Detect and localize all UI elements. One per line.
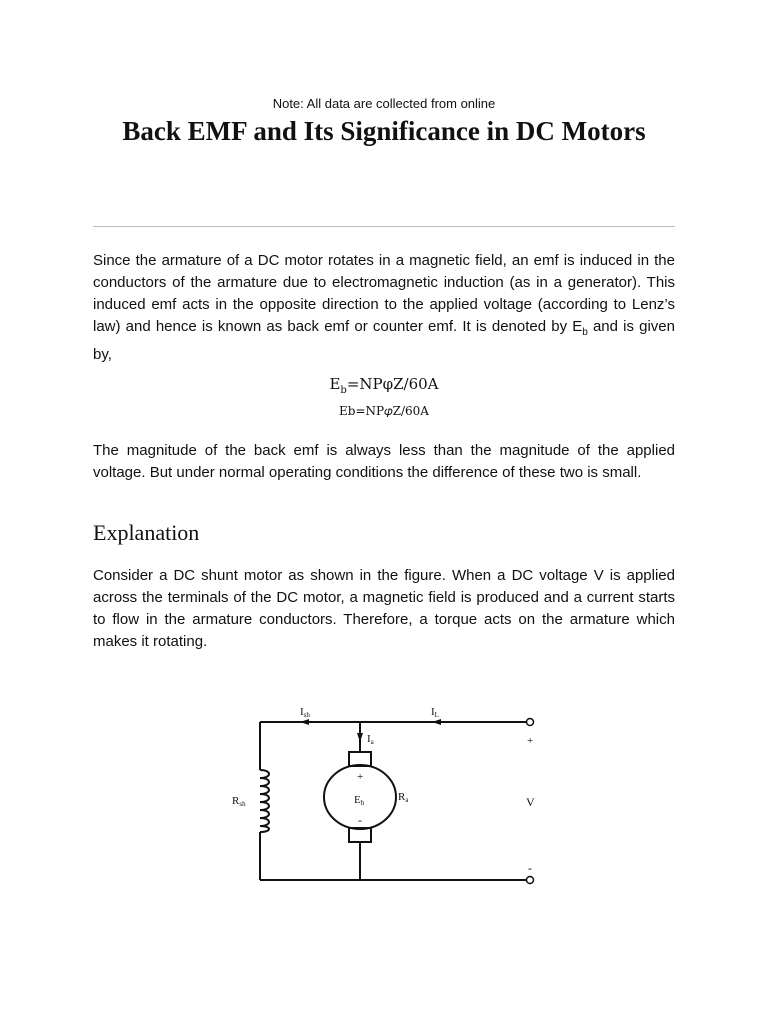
shunt-field-coil	[260, 770, 269, 832]
divider	[93, 226, 675, 227]
terminal-positive	[527, 719, 534, 726]
label-ia: Ia	[367, 733, 374, 746]
label-il: IL	[431, 706, 439, 719]
arrow-il	[432, 719, 441, 725]
formula-symbol: E	[329, 375, 341, 393]
dc-shunt-motor-circuit-diagram	[220, 690, 550, 890]
arrow-ish	[300, 719, 309, 725]
paragraph-back-emf-intro	[93, 250, 675, 366]
brush-bottom	[349, 828, 371, 842]
label-ra: Ra	[398, 791, 409, 804]
subscript: b	[582, 327, 588, 338]
terminal-minus-label: -	[528, 861, 532, 875]
terminal-plus-label: +	[527, 735, 534, 747]
label-ish: Ish	[300, 706, 310, 719]
page-title: Back EMF and Its Significance in DC Motors	[122, 116, 646, 146]
note-text: Note: All data are collected from online	[272, 96, 496, 111]
formula-subscript: b	[340, 385, 347, 396]
section-heading-explanation: Explanation	[93, 520, 200, 545]
label-rsh: Rsh	[232, 795, 246, 808]
paragraph-magnitude: The magnitude of the back emf is always less than the magnitude of the applied voltage. But under normal operating conditions the difference of these two is small.	[93, 442, 675, 481]
label-eb: Eb	[354, 794, 365, 807]
brush-top	[349, 752, 371, 766]
formula-rest: =NPφZ/60A	[346, 375, 439, 393]
paragraph-explanation: Consider a DC shunt motor as shown in the figure. When a DC voltage V is applied across the terminals of the DC motor, a magnetic field is produced and a current starts to flow in the armature conductors. Therefore, a torque acts on the armature which makes it rotating.	[93, 567, 675, 650]
paragraph-text: and is given by,	[93, 318, 675, 363]
formula-alt: Eb=NP𝜑Z/60A	[339, 404, 429, 418]
terminal-negative	[527, 877, 534, 884]
formula-main	[0, 375, 768, 396]
label-v: V	[526, 795, 535, 809]
armature-plus: +	[357, 771, 364, 783]
paragraph-text: Since the armature of a DC motor rotates in a magnetic field, an emf is induced in the conductors of the armature due to electromagnetic induction (as in a generator). This induced emf acts in the opposite direction to the applied voltage (according to Lenz’s law) and hence is known as back emf or counter emf. It is denoted by E	[93, 252, 675, 335]
armature-minus: -	[358, 813, 362, 827]
arrow-ia	[357, 733, 363, 742]
